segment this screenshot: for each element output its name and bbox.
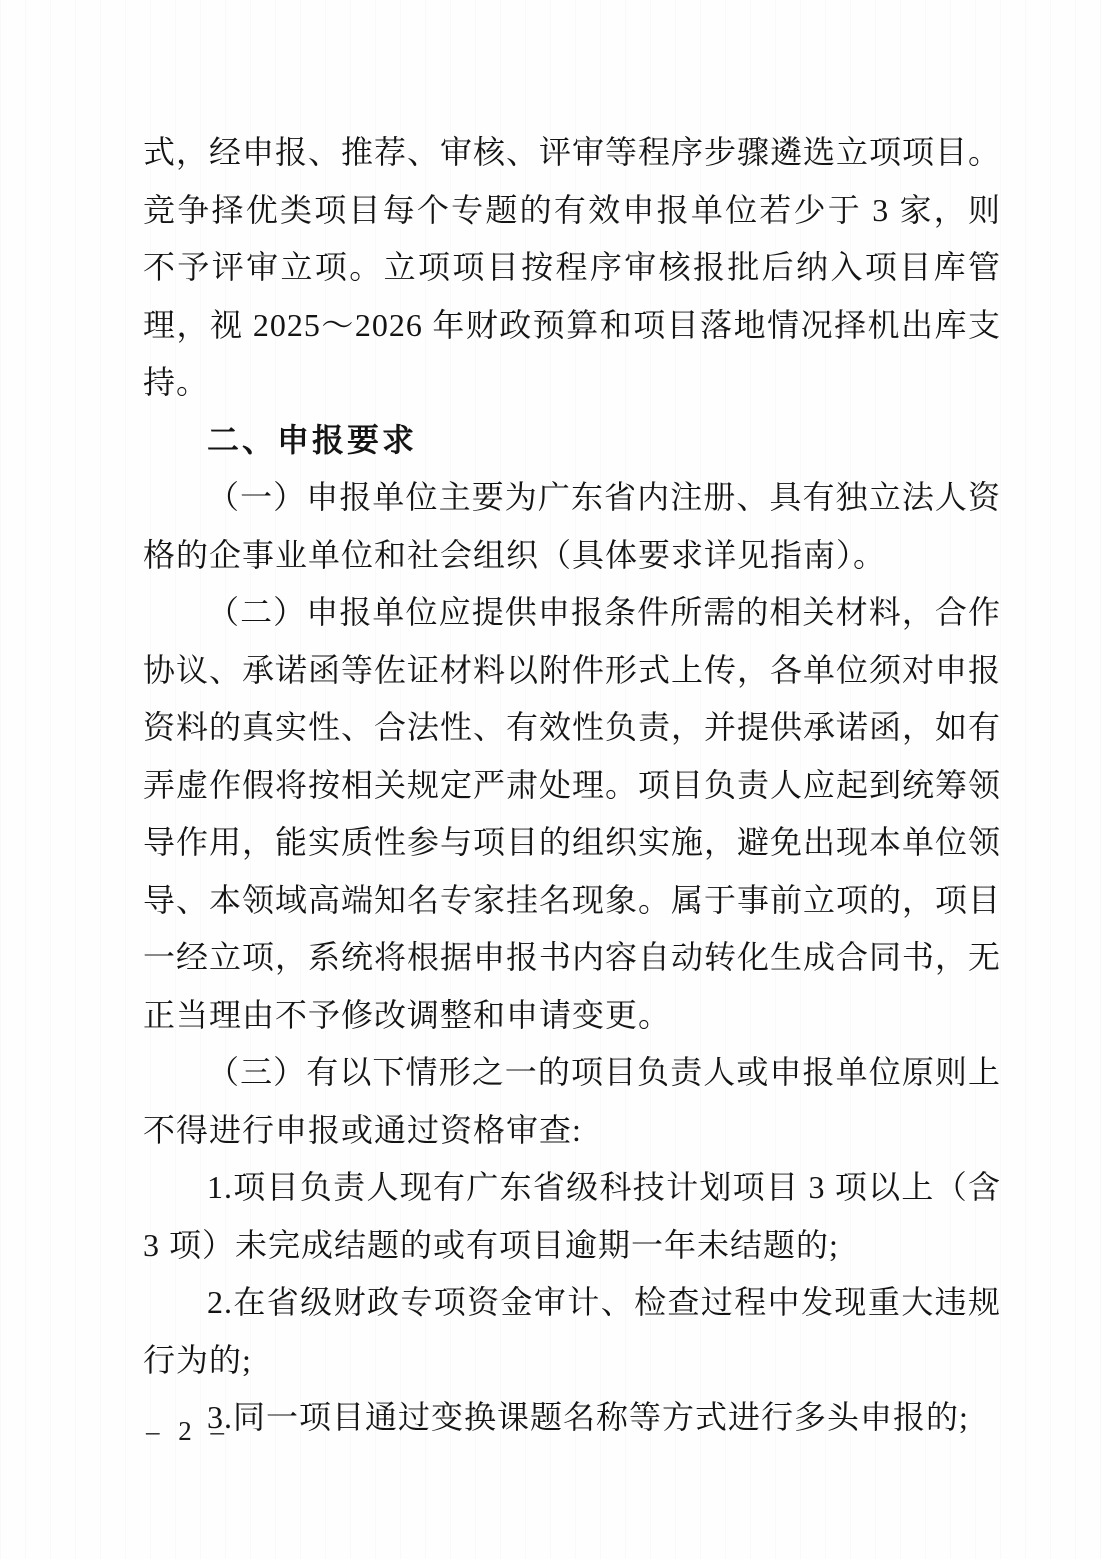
- paragraph-subitem-2: 2.在省级财政专项资金审计、检查过程中发现重大违规行为的;: [143, 1284, 1001, 1378]
- paragraph-subitem-1: 1.项目负责人现有广东省级科技计划项目 3 项以上（含 3 项）未完成结题的或有项目逾期一年未结题的;: [143, 1169, 1001, 1263]
- paragraph-continuation: 式，经申报、推荐、审核、评审等程序步骤遴选立项项目。竞争择优类项目每个专题的有效申报单位若少于 3 家，则不予评审立项。立项项目按程序审核报批后纳入项目库管理，视 2025～2026 年财政预算和项目落地情况择机出库支持。: [143, 134, 1002, 400]
- document-body: [143, 124, 1001, 1447]
- paragraph-item-1: （一）申报单位主要为广东省内注册、具有独立法人资格的企事业单位和社会组织（具体要求详见指南）。: [143, 479, 1001, 573]
- page-number: – 2 –: [146, 1416, 230, 1446]
- section-heading-application-requirements: 二、申报要求: [207, 421, 418, 458]
- paragraph-item-3: （三）有以下情形之一的项目负责人或申报单位原则上不得进行申报或通过资格审查:: [143, 1054, 1001, 1148]
- paragraph-subitem-3: 3.同一项目通过变换课题名称等方式进行多头申报的;: [207, 1399, 969, 1435]
- paragraph-item-2: （二）申报单位应提供申报条件所需的相关材料，合作协议、承诺函等佐证材料以附件形式上传，各单位须对申报资料的真实性、合法性、有效性负责，并提供承诺函，如有弄虚作假将按相关规定严肃处理。项目负责人应起到统筹领导作用，能实质性参与项目的组织实施，避免出现本单位领导、本领域高端知名专家挂名现象。属于事前立项的，项目一经立项，系统将根据申报书内容自动转化生成合同书，无正当理由不予修改调整和申请变更。: [143, 594, 1002, 1033]
